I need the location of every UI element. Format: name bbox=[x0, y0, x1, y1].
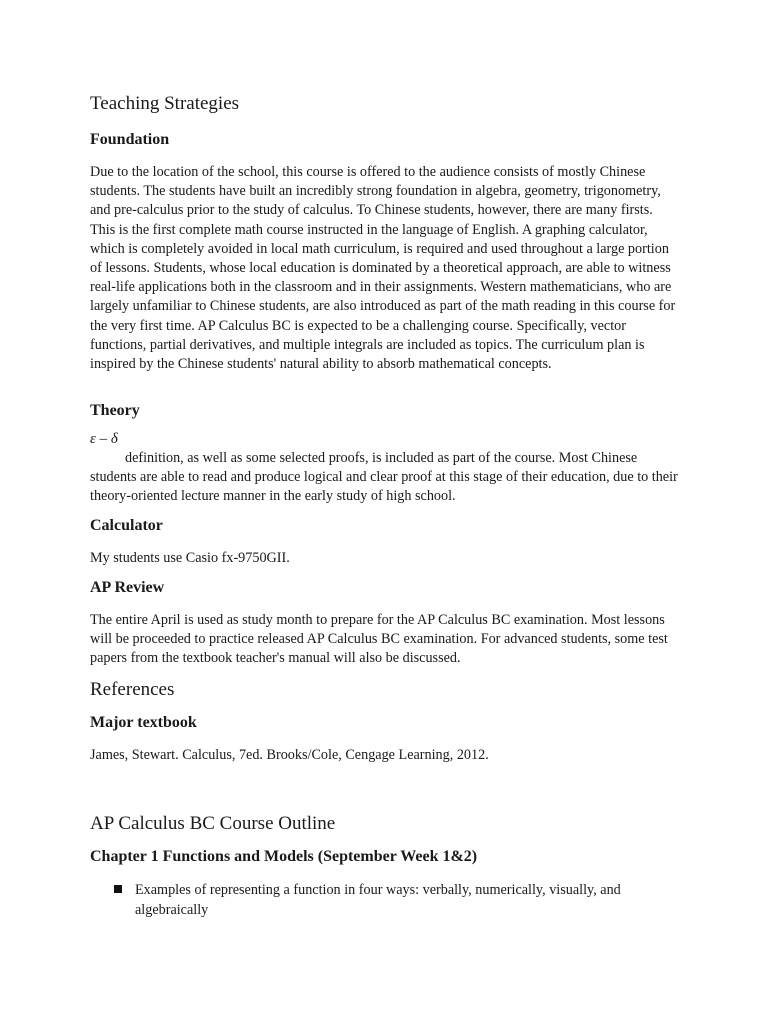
heading-references: References bbox=[90, 679, 175, 700]
epsilon-delta-formula: ε – δ bbox=[90, 431, 118, 447]
heading-teaching-strategies: Teaching Strategies bbox=[90, 93, 240, 114]
paragraph-calculator: My students use Casio fx-9750GII. bbox=[90, 550, 290, 566]
heading-foundation: Foundation bbox=[90, 131, 170, 148]
paragraph-ap-review: The entire April is used as study month to prepare for the AP Calculus BC examination. Most lessons will be proceeded to practice released AP Calculus BC examination. For advanced students, some test papers from the textbook teacher's manual will also be discussed. bbox=[90, 612, 668, 667]
paragraph-major-textbook: James, Stewart. Calculus, 7ed. Brooks/Cole, Cengage Learning, 2012. bbox=[90, 747, 489, 763]
paragraph-theory: definition, as well as some selected proofs, is included as part of the course. Most Chinese students are able to read and produce logical and clear proof at this stage of their education, due to their theory-oriented lecture manner in the early study of high school. bbox=[90, 450, 678, 505]
paragraph-foundation: Due to the location of the school, this course is offered to the audience consists of mostly Chinese students. The students have built an incredibly strong foundation in algebra, geometry, trigonometry, and pre-calculus prior to the study of calculus. To Chinese students, however, there are many firsts. This is the first complete math course instructed in the language of English. A graphing calculator, which is completely avoided in local math curriculum, is required and used throughout a large portion of lessons. Students, whose local education is dominated by a theoretical approach, are able to witness real-life applications both in the classroom and in their assignments. Western mathematicians, who are largely unfamiliar to Chinese students, are also introduced as part of the math reading in this course for the very first time. AP Calculus BC is expected to be a challenging course. Specifically, vector functions, partial derivatives, and multiple integrals are included as topics. The curriculum plan is inspired by the Chinese students' natural ability to absorb mathematical concepts. bbox=[90, 164, 676, 373]
heading-theory: Theory bbox=[90, 402, 140, 419]
square-bullet-icon bbox=[114, 885, 122, 893]
heading-ap-review: AP Review bbox=[90, 579, 165, 596]
heading-course-outline: AP Calculus BC Course Outline bbox=[90, 813, 336, 834]
list-item-text: Examples of representing a function in four ways: verbally, numerically, visually, and algebraically bbox=[135, 882, 621, 918]
heading-chapter-1: Chapter 1 Functions and Models (September Week 1&2) bbox=[90, 848, 478, 865]
heading-major-textbook: Major textbook bbox=[90, 714, 197, 731]
heading-calculator: Calculator bbox=[90, 517, 163, 534]
